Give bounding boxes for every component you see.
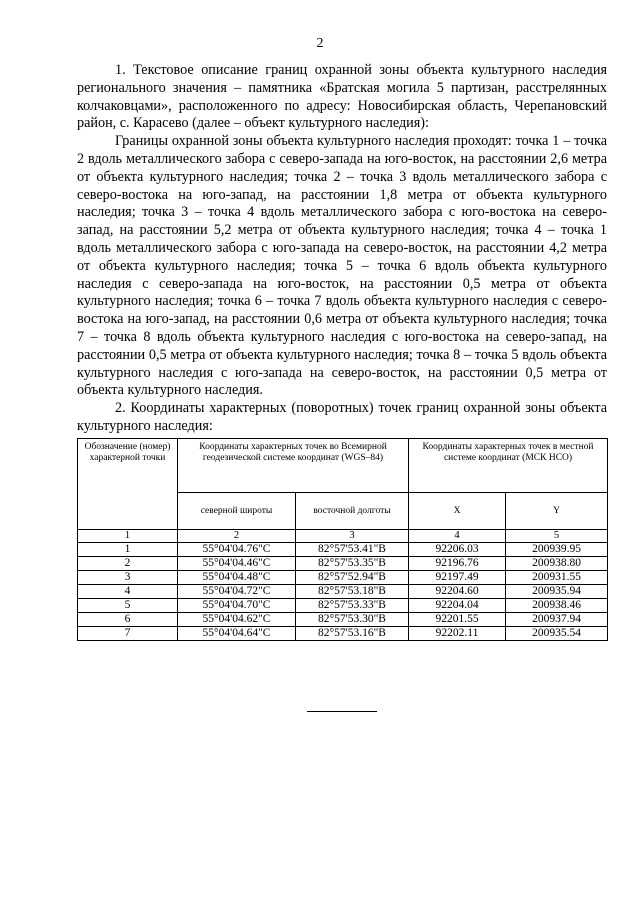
x-value: 92202.11 [409, 627, 506, 641]
column-number: 5 [506, 530, 608, 543]
column-number: 3 [296, 530, 409, 543]
x-value: 92196.76 [409, 557, 506, 571]
paragraph-coordinates-intro: 2. Координаты характерных (поворотных) точек границ охранной зоны объекта культурного наследия: [77, 400, 607, 434]
x-value: 92197.49 [409, 571, 506, 585]
header-point-designation: Обозначение (номер) характерной точки [78, 439, 178, 530]
table-row [78, 543, 608, 557]
x-value: 92206.03 [409, 543, 506, 557]
column-number: 2 [178, 530, 296, 543]
subheader-latitude: северной широты [178, 493, 296, 530]
latitude-value: 55°04'04.48"С [178, 571, 296, 585]
coordinates-table [77, 438, 608, 641]
latitude-value: 55°04'04.64"С [178, 627, 296, 641]
table-row [78, 571, 608, 585]
longitude-value: 82°57'52.94"В [296, 571, 409, 585]
longitude-value: 82°57'53.30"В [296, 613, 409, 627]
table-row [78, 557, 608, 571]
point-number: 1 [78, 543, 178, 557]
paragraph-description: 1. Текстовое описание границ охранной зоны объекта культурного наследия регионального значения – памятника «Братская могила 5 партизан, расстрелянных колчаковцами», расположенного по адресу: Новосибирская область, Черепановский район, с. Карасево (далее – объект культурного наследия): [77, 62, 607, 132]
point-number: 6 [78, 613, 178, 627]
subheader-x: X [409, 493, 506, 530]
table-row [78, 627, 608, 641]
end-of-document-line [307, 711, 377, 712]
longitude-value: 82°57'53.35"В [296, 557, 409, 571]
longitude-value: 82°57'53.18"В [296, 585, 409, 599]
table-row [78, 585, 608, 599]
longitude-value: 82°57'53.41"В [296, 543, 409, 557]
point-number: 2 [78, 557, 178, 571]
latitude-value: 55°04'04.62"С [178, 613, 296, 627]
x-value: 92204.60 [409, 585, 506, 599]
header-local-coordinates: Координаты характерных точек в местной системе координат (МСК НСО) [409, 439, 608, 493]
x-value: 92201.55 [409, 613, 506, 627]
point-number: 3 [78, 571, 178, 585]
subheader-longitude: восточной долготы [296, 493, 409, 530]
longitude-value: 82°57'53.33"В [296, 599, 409, 613]
y-value: 200937.94 [506, 613, 608, 627]
latitude-value: 55°04'04.76"С [178, 543, 296, 557]
y-value: 200931.55 [506, 571, 608, 585]
point-number: 4 [78, 585, 178, 599]
point-number: 5 [78, 599, 178, 613]
subheader-y: Y [506, 493, 608, 530]
paragraph-boundaries: Границы охранной зоны объекта культурного наследия проходят: точка 1 – точка 2 вдоль металлического забора с северо-запада на юго-восток, на расстоянии 2,6 метра от объекта культурного наследия; точка 2 – точка 3 вдоль металлического забора с северо-востока на юго-запад, на расстоянии 1,8 метра от объекта культурного наследия; точка 3 – точка 4 вдоль металлического забора с юго-востока на северо-запад, на расстоянии 5,2 метра от объекта культурного наследия; точка 4 – точка 1 вдоль металлического забора с юго-запада на северо-восток, на расстоянии 4,2 метра от объекта культурного наследия; точка 5 – точка 6 вдоль объекта культурного наследия с северо-запада на юго-восток, на расстоянии 0,5 метра от объекта культурного наследия; точка 6 – точка 7 вдоль объекта культурного наследия с северо-востока на юго-запад, на расстоянии 0,6 метра от объекта культурного наследия; точка 7 – точка 8 вдоль объекта культурного наследия с юго-востока на северо-запад, на расстоянии 0,5 метра от объекта культурного наследия; точка 8 – точка 5 вдоль объекта культурного наследия с юго-запада на северо-восток, на расстоянии 0,5 метра от объекта культурного наследия. [77, 133, 607, 399]
y-value: 200935.94 [506, 585, 608, 599]
x-value: 92204.04 [409, 599, 506, 613]
latitude-value: 55°04'04.46"С [178, 557, 296, 571]
y-value: 200938.46 [506, 599, 608, 613]
longitude-value: 82°57'53.16"В [296, 627, 409, 641]
latitude-value: 55°04'04.70"С [178, 599, 296, 613]
column-number-row [78, 530, 608, 543]
page-number: 2 [316, 36, 324, 51]
column-number: 4 [409, 530, 506, 543]
y-value: 200938.80 [506, 557, 608, 571]
table-row [78, 613, 608, 627]
document-body [77, 62, 607, 436]
latitude-value: 55°04'04.72"С [178, 585, 296, 599]
y-value: 200935.54 [506, 627, 608, 641]
table-row [78, 599, 608, 613]
point-number: 7 [78, 627, 178, 641]
column-number: 1 [78, 530, 178, 543]
header-wgs84-coordinates: Координаты характерных точек во Всемирной геодезической системе координат (WGS–84) [178, 439, 409, 493]
coordinates-table-wrapper [77, 438, 607, 641]
y-value: 200939.95 [506, 543, 608, 557]
